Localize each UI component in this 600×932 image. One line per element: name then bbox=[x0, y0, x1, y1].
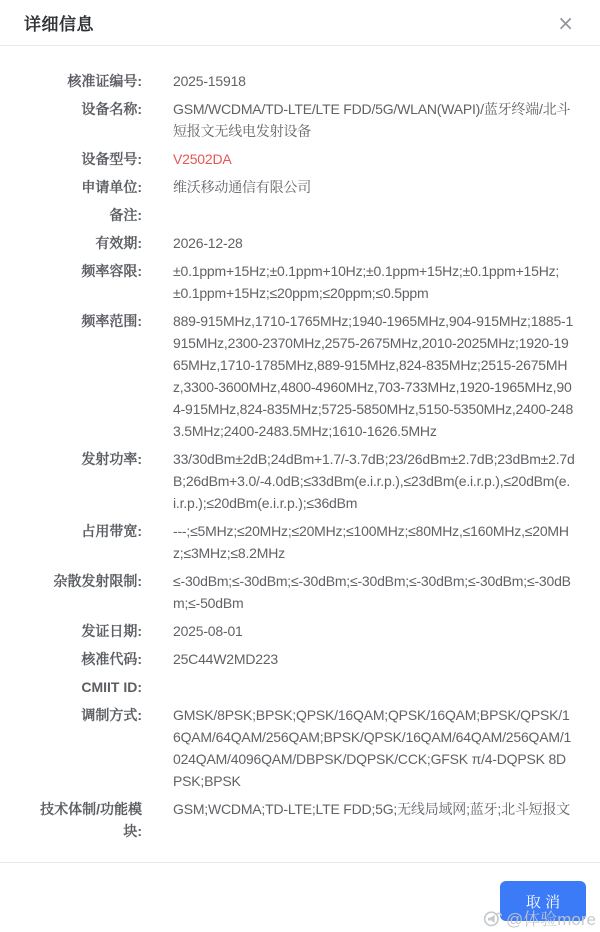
row-technology-modules bbox=[24, 798, 576, 842]
row-frequency-range bbox=[24, 310, 576, 442]
row-valid-until bbox=[24, 232, 576, 254]
field-label: 申请单位: bbox=[81, 179, 142, 195]
field-value-model: V2502DA bbox=[173, 151, 232, 167]
field-label: 备注: bbox=[109, 207, 142, 223]
row-device-name bbox=[24, 98, 576, 142]
field-value: 889-915MHz,1710-1765MHz;1940-1965MHz,904-915MHz;1885-1915MHz,2300-2370MHz,2575-2675MHz,2010-2025MHz;1920-1965MHz,1710-1785MHz,889-915MHz,824-835MHz;2515-2675MHz,3300-3600MHz,4800-4960MHz,703-733MHz,1920-1965MHz,904-915MHz,824-835MHz;5725-5850MHz,5150-5350MHz,2400-2483.5MHz;2400-2483.5MHz;1610-1626.5MHz bbox=[173, 313, 574, 439]
dialog-body bbox=[0, 46, 600, 862]
dialog-title: 详细信息 bbox=[24, 15, 94, 34]
field-value: 25C44W2MD223 bbox=[173, 651, 278, 667]
field-label: 核准代码: bbox=[81, 651, 142, 667]
field-label: 设备名称: bbox=[81, 101, 142, 117]
field-value: ±0.1ppm+15Hz;±0.1ppm+10Hz;±0.1ppm+15Hz;±0.1ppm+15Hz;±0.1ppm+15Hz;≤20ppm;≤20ppm;≤0.5ppm bbox=[173, 263, 560, 301]
cancel-button[interactable]: 取 消 bbox=[500, 881, 586, 921]
field-value bbox=[173, 676, 575, 698]
dialog-header bbox=[0, 0, 600, 46]
field-value: GMSK/8PSK;BPSK;QPSK/16QAM;QPSK/16QAM;BPSK/QPSK/16QAM/64QAM/256QAM;BPSK/QPSK/16QAM/64QAM/256QAM/1024QAM/4096QAM/DBPSK/DQPSK/CCK;GFSK π/4-DQPSK 8DPSK;BPSK bbox=[173, 707, 572, 789]
field-value: 2026-12-28 bbox=[173, 235, 243, 251]
dialog-footer bbox=[0, 862, 600, 932]
row-applicant bbox=[24, 176, 576, 198]
field-label: 调制方式: bbox=[81, 707, 142, 723]
row-approval-number bbox=[24, 70, 576, 92]
field-label: 有效期: bbox=[95, 235, 142, 251]
field-value: 2025-08-01 bbox=[173, 623, 243, 639]
field-label: 设备型号: bbox=[81, 151, 142, 167]
row-modulation bbox=[24, 704, 576, 792]
field-label: 杂散发射限制: bbox=[53, 573, 142, 589]
row-frequency-tolerance bbox=[24, 260, 576, 304]
field-label: CMIIT ID: bbox=[81, 679, 142, 695]
row-transmit-power bbox=[24, 448, 576, 514]
field-label: 占用带宽: bbox=[81, 523, 142, 539]
field-value: 2025-15918 bbox=[173, 73, 246, 89]
row-occupied-bandwidth bbox=[24, 520, 576, 564]
field-value: GSM/WCDMA/TD-LTE/LTE FDD/5G/WLAN(WAPI)/蓝牙终端/北斗短报文无线电发射设备 bbox=[173, 101, 571, 139]
row-remark bbox=[24, 204, 576, 226]
row-cmiit-id bbox=[24, 676, 576, 698]
row-spurious-emission-limit bbox=[24, 570, 576, 614]
field-label: 频率范围: bbox=[81, 313, 142, 329]
row-issue-date bbox=[24, 620, 576, 642]
close-icon[interactable]: × bbox=[553, 11, 578, 35]
field-label: 发射功率: bbox=[81, 451, 142, 467]
field-label: 核准证编号: bbox=[67, 73, 142, 89]
field-label: 频率容限: bbox=[81, 263, 142, 279]
field-value: ≤-30dBm;≤-30dBm;≤-30dBm;≤-30dBm;≤-30dBm;≤-30dBm;≤-30dBm;≤-50dBm bbox=[173, 573, 571, 611]
field-value: 33/30dBm±2dB;24dBm+1.7/-3.7dB;23/26dBm±2.7dB;23dBm±2.7dB;26dBm+3.0/-4.0dB;≤33dBm(e.i.r.p.),≤23dBm(e.i.r.p.),≤20dBm(e.i.r.p.);≤20dBm(e.i.r.p.);≤36dBm bbox=[173, 451, 575, 511]
field-value bbox=[173, 204, 575, 226]
watermark-text: @体验more bbox=[506, 910, 596, 929]
field-label: 技术体制/功能模块: bbox=[40, 801, 142, 839]
field-value: ---;≤5MHz;≤20MHz;≤20MHz;≤100MHz;≤80MHz,≤160MHz,≤20MHz;≤3MHz;≤8.2MHz bbox=[173, 523, 569, 561]
field-label: 发证日期: bbox=[81, 623, 142, 639]
row-approval-code bbox=[24, 648, 576, 670]
field-value: GSM;WCDMA;TD-LTE;LTE FDD;5G;无线局域网;蓝牙;北斗短报文 bbox=[173, 801, 571, 817]
field-value: 维沃移动通信有限公司 bbox=[173, 179, 311, 195]
row-device-model bbox=[24, 148, 576, 170]
